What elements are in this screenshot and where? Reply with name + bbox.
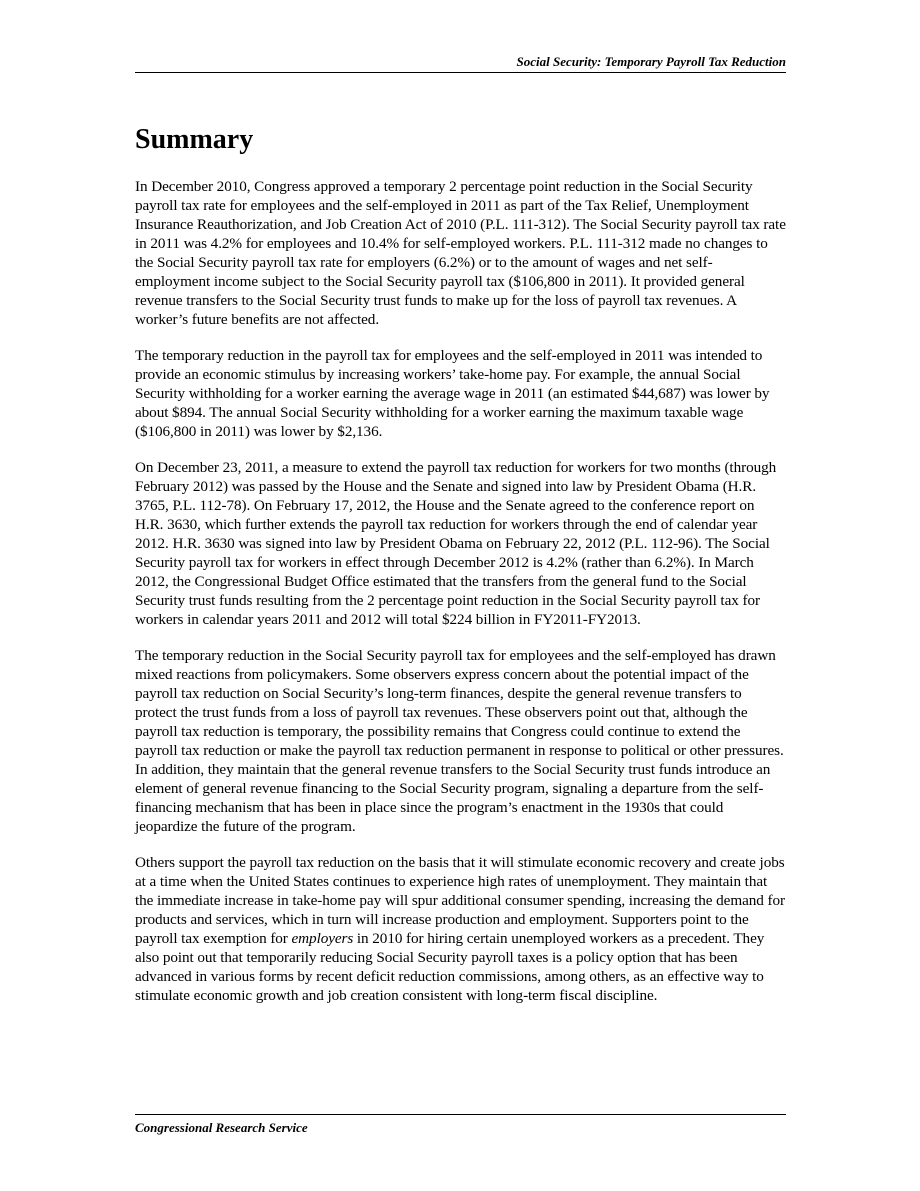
footer (135, 1120, 308, 1136)
footer-divider (135, 1114, 786, 1115)
paragraph-5-text-before: Others support the payroll tax reduction on the basis that it will stimulate economic recovery and create jobs at a time when the United States continues to experience high rates of unemployment. They maintain that the immediate increase in take-home pay will spur additional consumer spending, increasing the demand for products and services, which in turn will increase production and employment. Supporters point to the payroll tax exemption for (135, 854, 785, 947)
footer-organization: Congressional Research Service (135, 1120, 308, 1135)
summary-paragraph-1: In December 2010, Congress approved a temporary 2 percentage point reduction in the Social Security payroll tax rate for employees and the self-employed in 2011 as part of the Tax Relief, Unemployment Insurance Reauthorization, and Job Creation Act of 2010 (P.L. 111-312). The Social Security payroll tax rate in 2011 was 4.2% for employees and 10.4% for self-employed workers. P.L. 111-312 made no changes to the Social Security payroll tax rate for employers (6.2%) or to the amount of wages and net self-employment income subject to the Social Security payroll tax ($106,800 in 2011). It provided general revenue transfers to the Social Security trust funds to make up for the loss of payroll tax revenues. A worker’s future benefits are not affected. (135, 178, 786, 328)
summary-body (135, 177, 786, 1022)
summary-paragraph-5 (135, 853, 786, 1005)
running-header-title: Social Security: Temporary Payroll Tax Reduction (516, 54, 786, 69)
summary-paragraph-2: The temporary reduction in the payroll tax for employees and the self-employed in 2011 was intended to provide an economic stimulus by increasing workers’ take-home pay. For example, the annual Social Security withholding for a worker earning the average wage in 2011 (an estimated $44,687) was lower by about $894. The annual Social Security withholding for a worker earning the maximum taxable wage ($106,800 in 2011) was lower by $2,136. (135, 347, 770, 440)
summary-paragraph-4: The temporary reduction in the Social Security payroll tax for employees and the self-employed has drawn mixed reactions from policymakers. Some observers express concern about the potential impact of the payroll tax reduction on Social Security’s long-term finances, despite the general revenue transfers to protect the trust funds from a loss of payroll tax revenues. These observers point out that, although the payroll tax reduction is temporary, the possibility remains that Congress could continue to extend the payroll tax reduction or make the payroll tax reduction permanent in response to political or other pressures. In addition, they maintain that the general revenue transfers to the Social Security trust funds introduce an element of general revenue financing to the Social Security program, signaling a departure from the self-financing mechanism that has been in place since the program’s enactment in the 1930s that could jeopardize the future of the program. (135, 647, 784, 835)
paragraph-5-text-after: in 2010 for hiring certain unemployed workers as a precedent. They also point out that temporarily reducing Social Security payroll taxes is a policy option that has been advanced in various forms by recent deficit reduction commissions, among others, as an effective way to stimulate economic growth and job creation consistent with long-term fiscal discipline. (135, 930, 765, 1004)
summary-paragraph-3: On December 23, 2011, a measure to extend the payroll tax reduction for workers for two months (through February 2012) was passed by the House and the Senate and signed into law by President Obama (H.R. 3765, P.L. 112-78). On February 17, 2012, the House and the Senate agreed to the conference report on H.R. 3630, which further extends the payroll tax reduction for workers through the end of calendar year 2012. H.R. 3630 was signed into law by President Obama on February 22, 2012 (P.L. 112-96). The Social Security payroll tax for workers in effect through December 2012 is 4.2% (rather than 6.2%). In March 2012, the Congressional Budget Office estimated that the transfers from the general fund to the Social Security trust funds resulting from the 2 percentage point reduction in the Social Security payroll tax for workers in calendar years 2011 and 2012 will total $224 billion in FY2011-FY2013. (135, 459, 777, 628)
page-title: Summary (135, 124, 254, 155)
running-header (135, 54, 786, 73)
paragraph-5-emphasis: employers (291, 930, 354, 947)
